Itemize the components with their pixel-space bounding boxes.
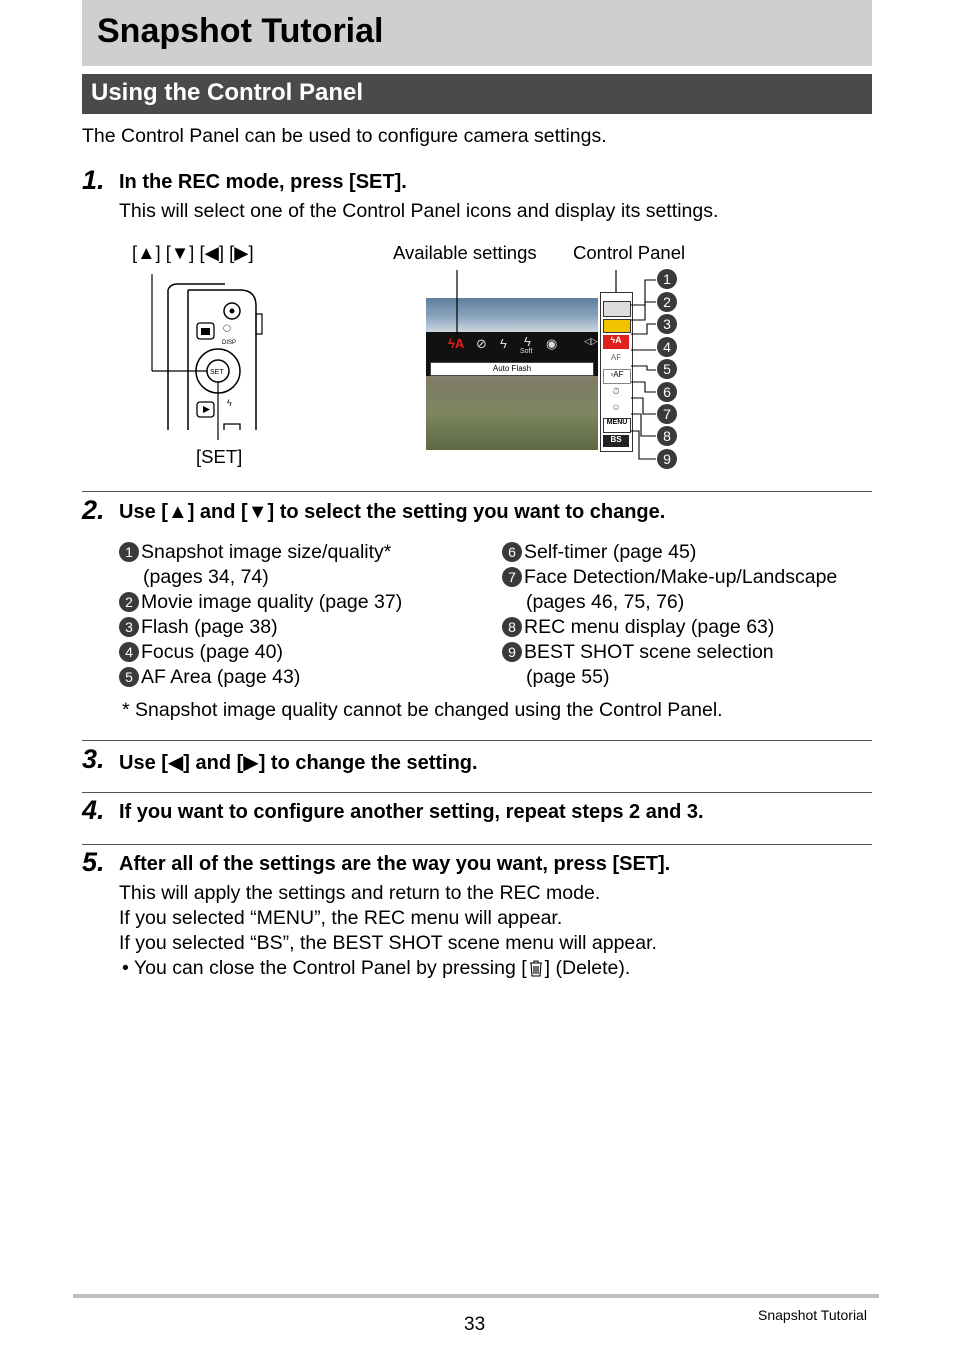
menu-icon: MENU bbox=[603, 418, 631, 433]
intro-text: The Control Panel can be used to configure camera settings. bbox=[82, 125, 607, 147]
left-arrow-icon: ◀ bbox=[167, 752, 184, 774]
callout-5: 5 bbox=[657, 359, 677, 379]
footer-rule bbox=[73, 1294, 879, 1298]
divider-step-3 bbox=[82, 740, 872, 741]
list-item: 2 Movie image quality (page 37) bbox=[119, 590, 402, 615]
step-5-bullet: • You can close the Control Panel by pressing [ ] (Delete). bbox=[122, 957, 631, 979]
set-button-label: [SET] bbox=[196, 446, 243, 467]
list-item: 8 REC menu display (page 63) bbox=[502, 615, 837, 640]
focus-icon: AF bbox=[610, 353, 622, 362]
callout-lines bbox=[440, 268, 690, 468]
callout-1: 1 bbox=[657, 269, 677, 289]
panel-arrow-icon: ◁▷ bbox=[584, 336, 598, 346]
step-4-number: 4. bbox=[82, 795, 105, 825]
control-panel-label: Control Panel bbox=[573, 242, 686, 263]
list-item: 1 Snapshot image size/quality* bbox=[119, 540, 402, 565]
callout-9: 9 bbox=[657, 449, 677, 469]
right-arrow-icon: ▶ bbox=[243, 752, 259, 774]
footer-label: Snapshot Tutorial bbox=[758, 1307, 867, 1323]
list-item: 5 AF Area (page 43) bbox=[119, 665, 402, 690]
available-settings-label: Available settings bbox=[393, 242, 537, 263]
down-arrow-icon: ▼ bbox=[247, 501, 268, 523]
footnote: * Snapshot image quality cannot be changed using the Control Panel. bbox=[122, 699, 723, 721]
step-1-heading: In the REC mode, press [SET]. bbox=[119, 171, 407, 193]
face-detection-icon: ☺ bbox=[611, 402, 621, 412]
trash-icon bbox=[527, 958, 545, 978]
list-item: 7 Face Detection/Make-up/Landscape bbox=[502, 565, 837, 590]
callout-4: 4 bbox=[657, 337, 677, 357]
list-item-continued: (pages 34, 74) bbox=[143, 566, 269, 588]
arrow-buttons-label: [▲] [▼] [◀] [▶] bbox=[132, 242, 254, 263]
svg-text:DISP: DISP bbox=[222, 340, 237, 346]
list-item: 9 BEST SHOT scene selection bbox=[502, 640, 837, 665]
soft-label: Soft bbox=[520, 348, 533, 355]
soft-flash-icon: ϟ bbox=[524, 334, 531, 349]
step-1-text: This will select one of the Control Panel icons and display its settings. bbox=[119, 200, 719, 222]
step-5-heading: After all of the settings are the way you want, press [SET]. bbox=[119, 853, 671, 875]
callout-7: 7 bbox=[657, 404, 677, 424]
step-1-number: 1. bbox=[82, 165, 105, 195]
step-2-number: 2. bbox=[82, 495, 105, 525]
step-5-line-3: If you selected “BS”, the BEST SHOT scene menu will appear. bbox=[119, 932, 657, 954]
page-number: 33 bbox=[464, 1314, 486, 1335]
flash-on-icon: ϟ bbox=[500, 336, 507, 351]
callout-2: 2 bbox=[657, 292, 677, 312]
step-3-number: 3. bbox=[82, 744, 105, 774]
settings-list-left bbox=[119, 540, 402, 690]
camera-back-illustration bbox=[130, 270, 270, 440]
divider-step-5 bbox=[82, 844, 872, 845]
auto-flash-icon: ϟA bbox=[448, 336, 465, 351]
up-arrow-icon: ▲ bbox=[167, 501, 188, 523]
section-title: Using the Control Panel bbox=[91, 79, 364, 106]
divider-step-4 bbox=[82, 792, 872, 793]
flash-icon: ϟA bbox=[603, 335, 629, 349]
red-eye-icon: ◉ bbox=[546, 336, 558, 351]
list-item: 6 Self-timer (page 45) bbox=[502, 540, 837, 565]
af-area-icon: ▫AF bbox=[603, 369, 631, 384]
selected-setting-label: Auto Flash bbox=[430, 362, 594, 376]
self-timer-icon: ⏱ bbox=[612, 386, 620, 396]
list-item: 4 Focus (page 40) bbox=[119, 640, 402, 665]
page-title: Snapshot Tutorial bbox=[97, 12, 384, 50]
step-4-heading: If you want to configure another setting, repeat steps 2 and 3. bbox=[119, 801, 704, 823]
settings-list-right bbox=[502, 540, 837, 690]
list-item: 3 Flash (page 38) bbox=[119, 615, 402, 640]
callout-6: 6 bbox=[657, 382, 677, 402]
list-item-continued: (page 55) bbox=[526, 666, 610, 688]
step-5-line-2: If you selected “MENU”, the REC menu will appear. bbox=[119, 907, 563, 929]
no-flash-icon: ⊘ bbox=[476, 336, 487, 351]
list-item-continued: (pages 46, 75, 76) bbox=[526, 591, 685, 613]
step-5-number: 5. bbox=[82, 847, 105, 877]
bs-icon: BS bbox=[603, 435, 629, 447]
step-2-heading: Use [▲] and [▼] to select the setting you want to change. bbox=[119, 501, 666, 523]
svg-text:ϟ: ϟ bbox=[227, 398, 232, 408]
callout-8: 8 bbox=[657, 426, 677, 446]
svg-text:SET: SET bbox=[210, 369, 224, 376]
step-5-line-1: This will apply the settings and return to the REC mode. bbox=[119, 882, 601, 904]
divider-step-2 bbox=[82, 491, 872, 492]
step-3-heading: Use [◀] and [▶] to change the setting. bbox=[119, 752, 478, 774]
svg-text:◯: ◯ bbox=[223, 325, 231, 332]
callout-3: 3 bbox=[657, 314, 677, 334]
